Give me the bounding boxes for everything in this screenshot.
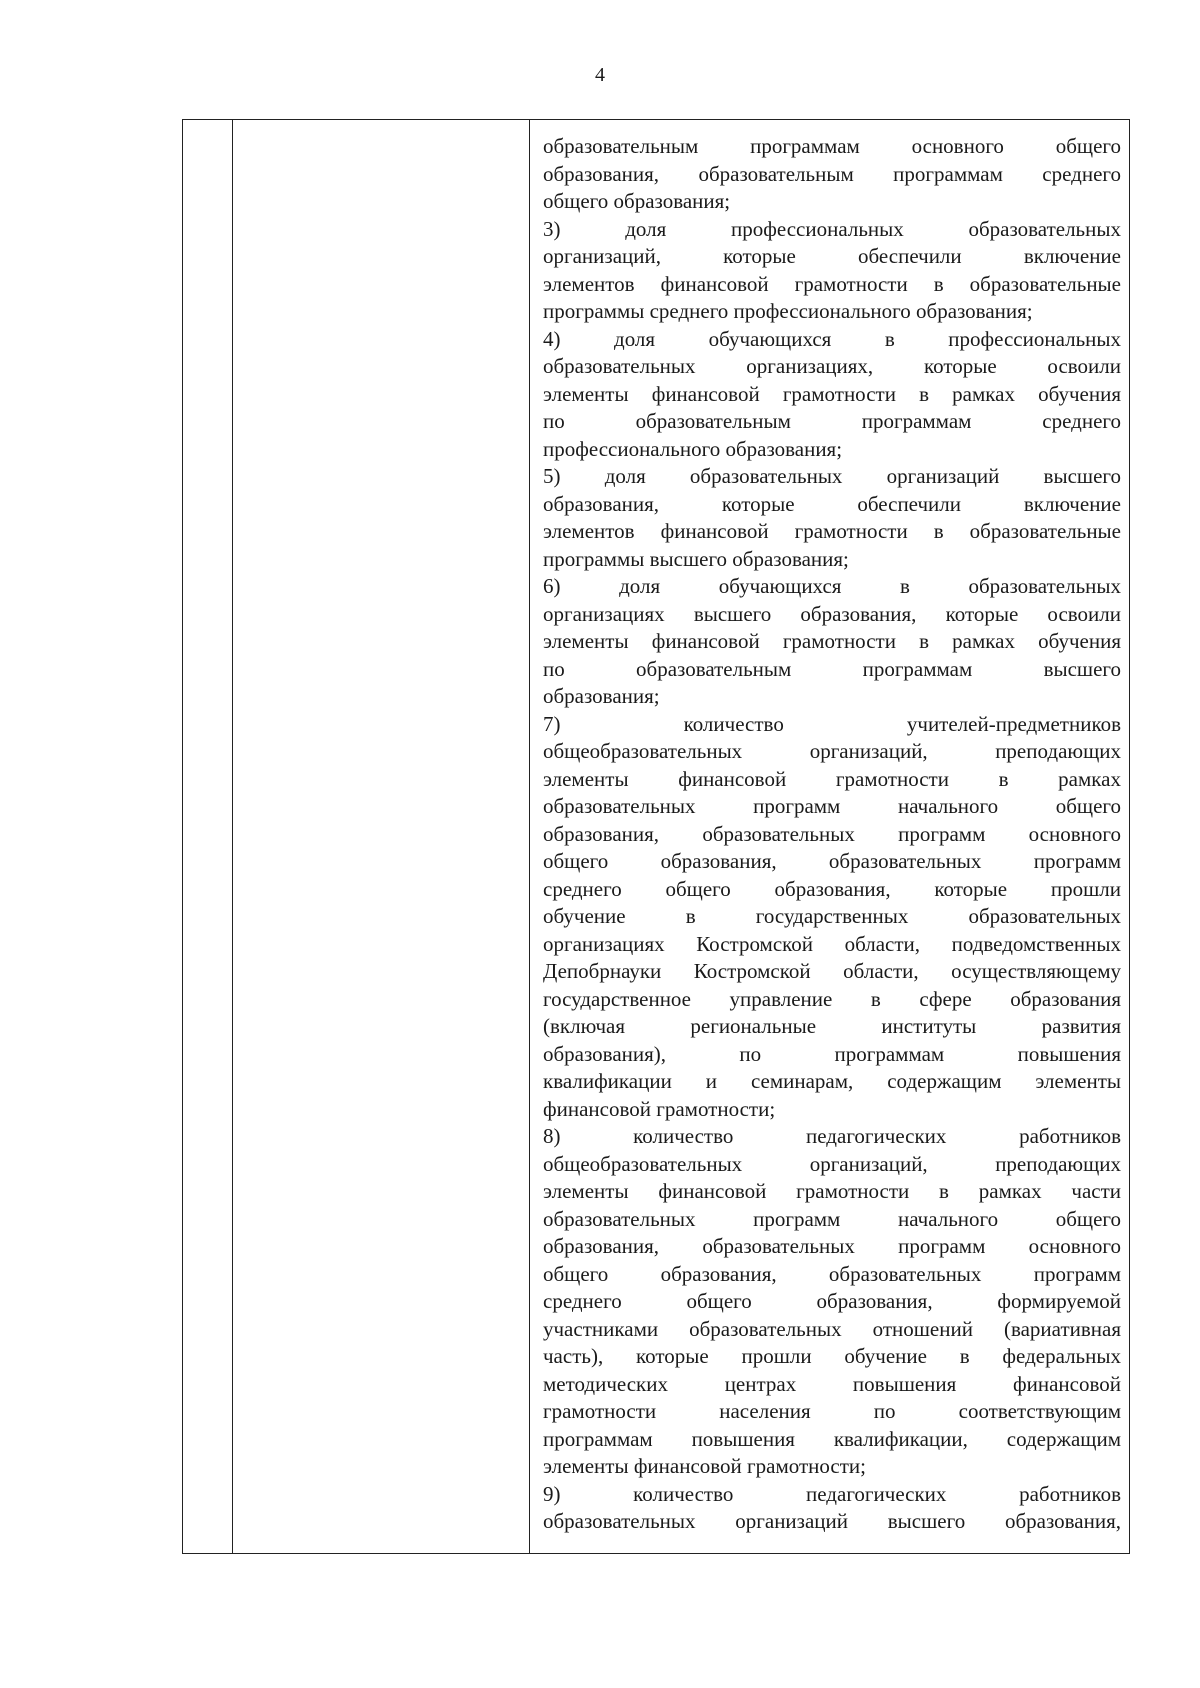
text-line: образовательных программ начального общего xyxy=(543,794,1121,818)
table-cell-indicators xyxy=(543,133,1121,1536)
text-line: методических центрах повышения финансовой xyxy=(543,1371,1121,1396)
text-line: 3) доля профессиональных образовательных xyxy=(543,216,1121,241)
table-column-divider-2 xyxy=(529,120,530,1553)
document-table xyxy=(182,119,1130,1554)
text-line: участниками образовательных отношений (вариативная xyxy=(543,1316,1121,1341)
page-number: 4 xyxy=(595,64,605,86)
text-line: элементов финансовой грамотности в образовательные xyxy=(543,519,1121,543)
text-line: образовательных программ начального общего xyxy=(543,1206,1121,1231)
text-line: 8) количество педагогических работников xyxy=(543,1124,1121,1148)
text-line: по образовательным программам среднего xyxy=(543,409,1121,433)
text-line: (включая региональные институты развития xyxy=(543,1014,1121,1038)
text-line: часть), которые прошли обучение в федеральных xyxy=(543,1344,1121,1368)
table-column-divider-1 xyxy=(232,120,233,1553)
text-line: образования, образовательным программам среднего xyxy=(543,161,1121,186)
text-line: образования, образовательных программ основного xyxy=(543,1234,1121,1258)
text-line: 4) доля обучающихся в профессиональных xyxy=(543,326,1121,351)
text-line: элементы финансовой грамотности в рамках части xyxy=(543,1179,1121,1203)
text-line: программы высшего образования; xyxy=(543,546,849,571)
text-line: элементы финансовой грамотности; xyxy=(543,1454,866,1478)
text-line: финансовой грамотности; xyxy=(543,1096,776,1121)
text-line: среднего общего образования, которые прошли xyxy=(543,876,1121,901)
text-line: организациях Костромской области, подведомственных xyxy=(543,931,1121,956)
text-line: организациях высшего образования, которые освоили xyxy=(543,601,1121,626)
text-line: грамотности населения по соответствующим xyxy=(543,1399,1121,1423)
text-line: 5) доля образовательных организаций высшего xyxy=(543,464,1121,488)
text-line: образования; xyxy=(543,684,660,708)
text-line: образования, образовательных программ основного xyxy=(543,821,1121,846)
text-line: образования), по программам повышения xyxy=(543,1041,1121,1066)
text-line: среднего общего образования, формируемой xyxy=(543,1289,1121,1313)
text-line: государственное управление в сфере образования xyxy=(543,986,1121,1011)
text-line: 7) количество учителей-предметников xyxy=(543,711,1121,736)
text-line: по образовательным программам высшего xyxy=(543,656,1121,681)
text-line: программам повышения квалификации, содержащим xyxy=(543,1426,1121,1451)
text-line: общеобразовательных организаций, преподающих xyxy=(543,739,1121,763)
text-line: элементы финансовой грамотности в рамках xyxy=(543,766,1121,791)
text-line: организаций, которые обеспечили включение xyxy=(543,244,1121,268)
text-line: образования, которые обеспечили включение xyxy=(543,491,1121,516)
text-line: общего образования, образовательных программ xyxy=(543,1261,1121,1286)
text-line: элементы финансовой грамотности в рамках обучения xyxy=(543,381,1121,406)
text-line: квалификации и семинарам, содержащим элементы xyxy=(543,1069,1121,1093)
text-line: элементы финансовой грамотности в рамках обучения xyxy=(543,629,1121,653)
text-line: общего образования, образовательных программ xyxy=(543,849,1121,873)
text-line: образовательных организациях, которые освоили xyxy=(543,354,1121,378)
text-line: программы среднего профессионального образования; xyxy=(543,299,1033,323)
text-line: Депобрнауки Костромской области, осуществляющему xyxy=(543,959,1121,983)
text-line: профессионального образования; xyxy=(543,436,843,461)
text-line: обучение в государственных образовательных xyxy=(543,904,1121,928)
text-line: образовательным программам основного общего xyxy=(543,134,1121,158)
text-line: элементов финансовой грамотности в образовательные xyxy=(543,271,1121,296)
text-line: общеобразовательных организаций, преподающих xyxy=(543,1151,1121,1176)
text-line: образовательных организаций высшего образования, xyxy=(543,1509,1121,1533)
text-line: 6) доля обучающихся в образовательных xyxy=(543,574,1121,598)
text-line: общего образования; xyxy=(543,189,731,213)
text-line: 9) количество педагогических работников xyxy=(543,1481,1121,1506)
